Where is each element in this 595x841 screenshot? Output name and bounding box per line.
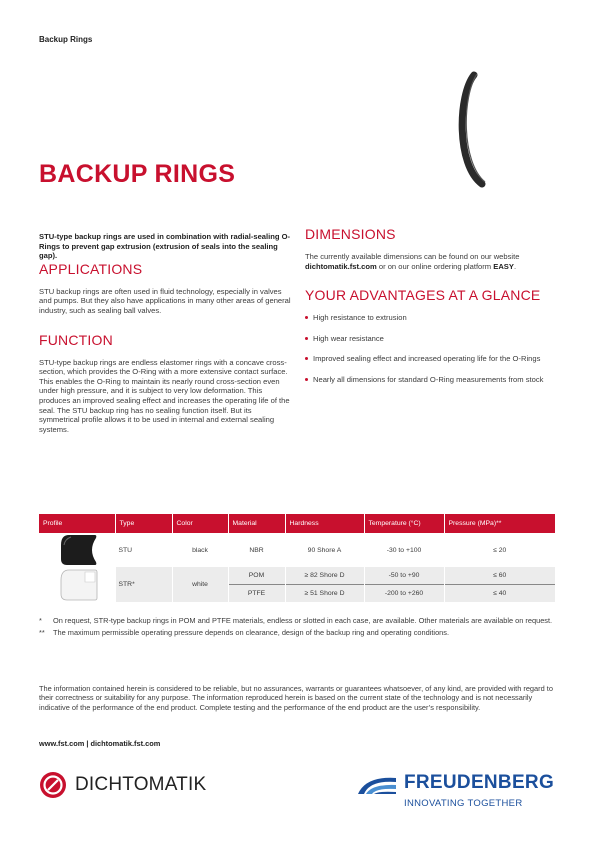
dimensions-section [305,226,557,271]
dichtomatik-emblem-icon [39,771,67,799]
footnote [39,616,555,625]
applications-section [39,261,291,316]
easy-platform-link[interactable]: EASY [493,261,514,271]
dimensions-heading: DIMENSIONS [305,226,396,242]
stu-temperature: -30 to +100 [364,533,444,567]
stu-profile-icon [55,533,99,567]
right-column [305,226,557,401]
stu-type: STU [115,533,172,567]
intro-text: STU-type backup rings are used in combination with radial-sealing O-Rings to prevent gap extrusion (extrusion of seals into the sealing gap). [39,232,291,261]
advantage-item: High resistance to extrusion [305,313,557,323]
stu-profile-cell [39,533,115,567]
header-hardness: Hardness [285,514,364,533]
dimensions-text [305,252,557,271]
stu-color: black [172,533,228,567]
table-row [39,567,555,585]
footnote-text: The maximum permissible operating pressure depends on clearance, design of the backup ring and operating conditions. [53,628,450,638]
applications-text: STU backup rings are often used in fluid technology, especially in valves and pumps. But they also have applications in many other areas of general industry, such as sealing ball valves. [39,286,291,315]
advantage-item: Nearly all dimensions for standard O-Ring measurements from stock [305,375,557,385]
function-section [39,332,291,435]
freudenberg-wave-icon [356,774,398,796]
stu-material: NBR [228,533,285,567]
footnote-mark: * [39,616,42,625]
stu-hardness: 90 Shore A [285,533,364,567]
page-title: BACKUP RINGS [39,160,236,188]
footnotes [39,616,555,641]
dichtomatik-wordmark: DICHTOMATIK [75,774,207,795]
table-header-row [39,514,555,533]
dimensions-text-part: or on our online ordering platform [376,261,494,271]
header-temperature: Temperature (°C) [364,514,444,533]
header-material: Material [228,514,285,533]
footnote [39,628,555,637]
str-hardness-pom: ≥ 82 Shore D [285,567,364,585]
dimensions-text-part: The currently available dimensions can be found on our website [305,252,520,261]
header-type: Type [115,514,172,533]
str-temperature-pom: -50 to +90 [364,567,444,585]
dimensions-text-part: . [513,261,517,271]
stu-pressure: ≤ 20 [444,533,555,567]
dimensions-site-link[interactable]: dichtomatik.fst.com [305,261,377,271]
advantages-section [305,287,557,384]
str-material-ptfe: PTFE [228,585,285,603]
dichtomatik-logo [39,771,206,799]
freudenberg-wordmark: FREUDENBERG [404,772,555,793]
str-pressure-pom: ≤ 60 [444,567,555,585]
function-heading: FUNCTION [39,331,113,348]
str-color: white [172,567,228,602]
specification-table [39,514,555,602]
str-type: STR* [115,567,172,602]
header-color: Color [172,514,228,533]
running-head: Backup Rings [39,35,93,44]
advantage-item: Improved sealing effect and increased operating life for the O-Rings [305,354,557,364]
table-row [39,533,555,567]
str-temperature-ptfe: -200 to +260 [364,585,444,603]
header-profile: Profile [39,514,115,533]
header-pressure: Pressure (MPa)** [444,514,555,533]
left-column [39,232,291,450]
str-hardness-ptfe: ≥ 51 Shore D [285,585,364,603]
backup-ring-image [452,70,492,190]
footnote-mark: ** [39,628,45,638]
disclaimer: The information contained herein is considered to be reliable, but no assurances, warrants or guarantees whatsoever, of any kind, are provided with regard to their correctness or suitability for any purpose. The information reproduced herein is based on the current state of the technology and is not necessarily indicative of the performance of the end product. Complete testing and the performance of the end product are the user’s responsibility. [39,684,553,712]
advantage-item: High wear resistance [305,334,557,344]
website-links[interactable]: www.fst.com | dichtomatik.fst.com [39,739,161,748]
function-text: STU-type backup rings are endless elastomer rings with a concave cross-section, which provides the O-Ring with a more extensive contact surface. This enables the O-Ring to maintain its nearly round cross-section even under high pressure, and it is subject to very low deformation. This produces an improved sealing effect and increases the operating life of the seal. The STU backup ring has no sealing function itself. But its symmetrical profile allows it to be used in internal and external sealing systems. [39,357,290,434]
freudenberg-tagline: INNOVATING TOGETHER [404,798,523,809]
str-profile-cell [39,567,115,602]
str-material-pom: POM [228,567,285,585]
str-pressure-ptfe: ≤ 40 [444,585,555,603]
advantages-list [305,313,557,384]
footnote-text: On request, STR-type backup rings in POM and PTFE materials, endless or slotted in each case, are available. Other materials are available on request. [53,616,553,625]
str-profile-icon [55,568,99,602]
advantages-heading: YOUR ADVANTAGES AT A GLANCE [305,287,541,304]
freudenberg-logo [356,772,556,812]
applications-heading: APPLICATIONS [39,260,143,277]
